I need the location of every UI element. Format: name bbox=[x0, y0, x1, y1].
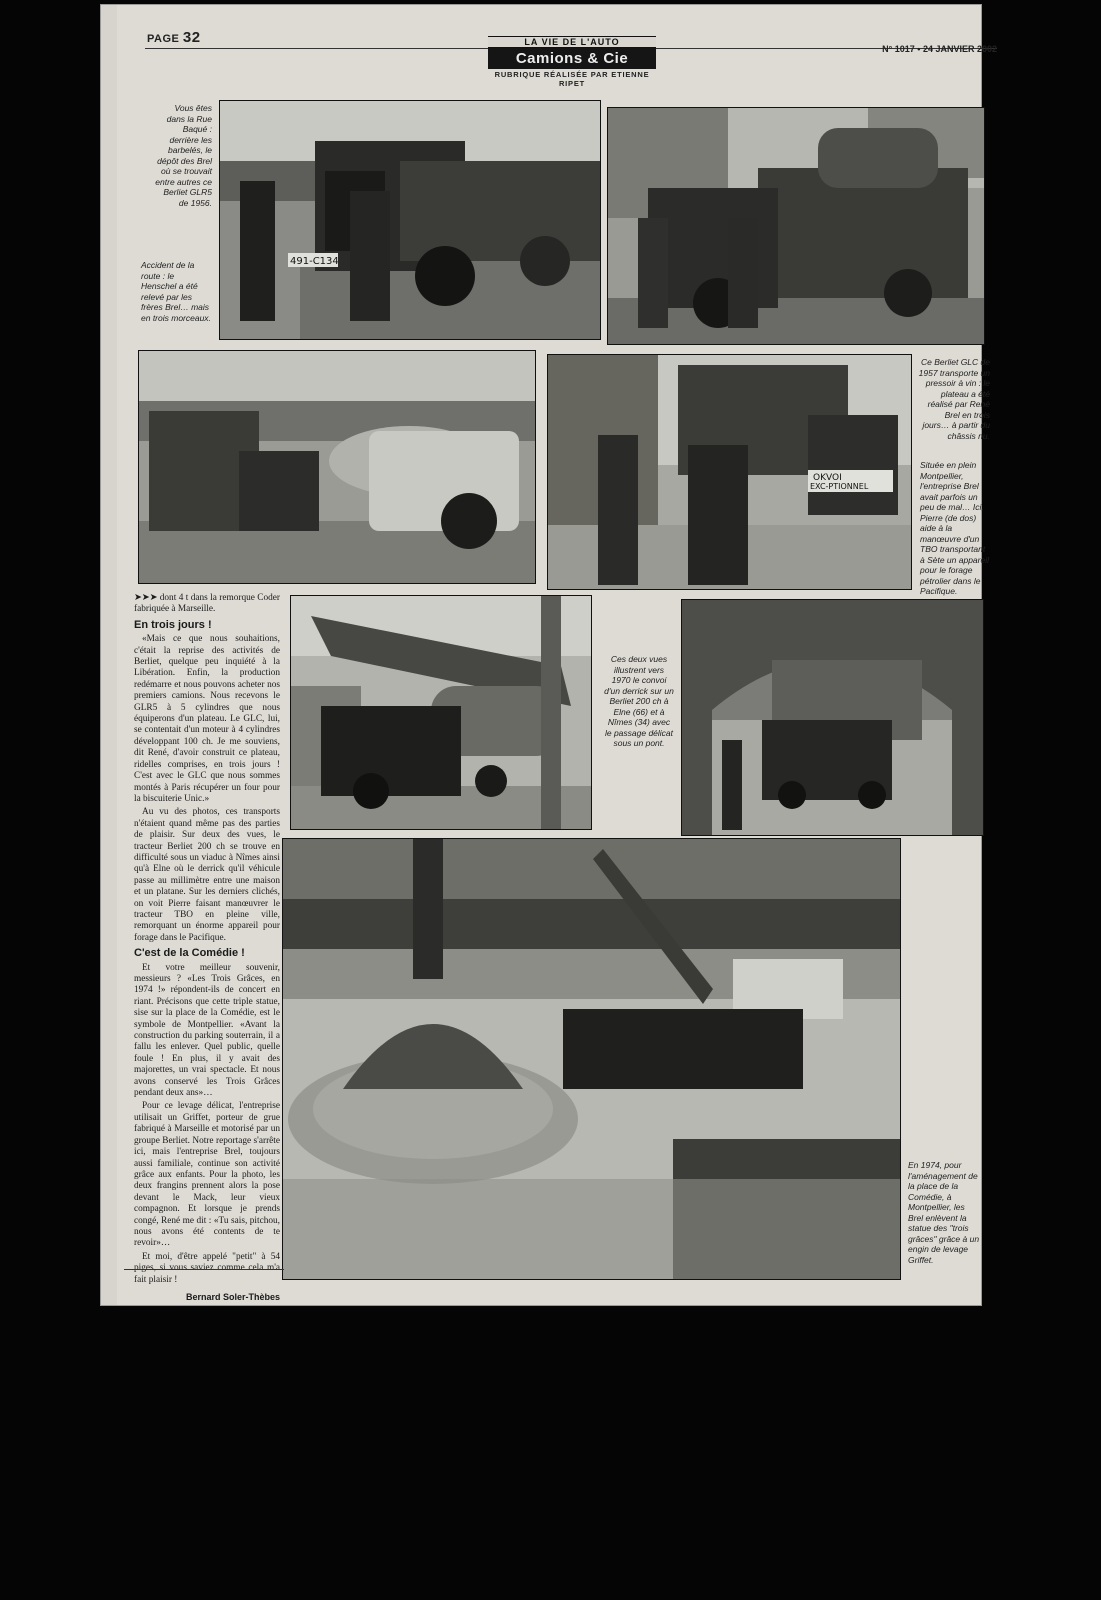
page-number bbox=[147, 29, 201, 46]
article-paragraph-4: Pour ce levage délicat, l'entreprise utilisait un Griffet, porteur de grue fabriqué à Marseille et motorisé par un groupe Berliet. Notre reportage s'arrête ici, mais l'entreprise Brel, toujours aussi familiale, continue son activité grâce aux enfants. Pour la photo, les deux frangins prennent alors la pose devant le Mack, leur vieux compagnon. Et lorsque je prends congé, René me dit : «Tu sais, pitchou, nous avons été contents de te revoir»… bbox=[134, 1101, 280, 1249]
caption-rue-baque: Vous êtes dans la Rue Baqué : derrière les barbelés, le dépôt des Brel où se trouvait entre autres ce Berliet GLR5 de 1956. bbox=[155, 103, 212, 208]
article-heading-2: C'est de la Comédie ! bbox=[134, 947, 245, 960]
photo-derrick-nimes-bridge bbox=[681, 599, 984, 836]
photo-accident-henschel bbox=[138, 350, 536, 584]
photo-montpellier-tbo bbox=[547, 354, 912, 590]
article-paragraph-2: Au vu des photos, ces transports n'étaient quand même pas des parties de plaisir. Sur deux des vues, le tracteur Berliet 200 ch se trouve en difficulté sous un viaduc à Nîmes ainsi qu'à Elne où le derrick qu'il véhicule passe au millimètre entre une maison et un platane. Sur les derniers clichés, on voit Pierre faisant manœuvrer le tracteur TBO en pleine ville, remorquant un énorme appareil pour forage dans le Pacifique. bbox=[134, 807, 280, 943]
article-heading-1: En trois jours ! bbox=[134, 618, 212, 631]
rubric-credit: RUBRIQUE RÉALISÉE PAR ETIENNE RIPET bbox=[494, 70, 650, 88]
photo-plate-3: EXC-PTIONNEL bbox=[810, 482, 869, 491]
caption-derrick: Ces deux vues illustrent vers 1970 le convoi d'un derrick sur un Berliet 200 ch à Elne (66) et à Nîmes (34) avec le passage délicat sous un pont. bbox=[604, 654, 674, 748]
caption-berliet-glc: Ce Berliet GLC de 1957 transporte un pressoir à vin : le plateau a été réalisé par René Brel en trois jours… à partir du châssis nu. bbox=[918, 357, 990, 441]
page-number-value: 32 bbox=[182, 29, 201, 46]
bottom-rule bbox=[124, 1269, 284, 1270]
rubric-block bbox=[488, 36, 656, 88]
photo-place-comedie bbox=[282, 838, 901, 1280]
caption-comedie: En 1974, pour l'aménagement de la place de la Comédie, à Montpellier, les Brel enlèvent la statue des "trois grâces" grâce à un engin de levage Griffet. bbox=[908, 1160, 980, 1265]
article-signature: Bernard Soler-Thèbes bbox=[185, 1291, 280, 1302]
article-paragraph-3: Et votre meilleur souvenir, messieurs ? «Les Trois Grâces, en 1974 !» répondent-ils de concert en riant. Précisons que cette triple statue, sise sur la place de la Comédie, est le symbole de Montpellier. «Avant la construction du parking souterrain, il a fallu les enlever. Quel public, quelle foule ! En plus, il y avait des majorettes, un vrai spectacle. Et nous avons conservé les Trois Grâces pendant deux ans»… bbox=[134, 962, 280, 1099]
photo-plate-2: OKVOI bbox=[813, 473, 842, 483]
article-paragraph-1: «Mais ce que nous souhaitions, c'était la reprise des activités de Berliet, quelque peu inquiété à la Libération. Enfin, la production redémarre et nous pouvons acheter nos premiers camions. Nous recevons le GLR5 à 5 cylindres que nous équiperons d'un plateau. Le GLC, lui, se contentait d'un moteur à 4 cylindres développant 100 ch. Je me souviens, dit René, d'avoir construit ce plateau, ridelles comprises, en trois jours ! C'est avec le GLC que nous sommes montés à Paris récupérer un four pour la biscuiterie Unic.» bbox=[134, 634, 280, 804]
issue-date: N° 1017 • 24 JANVIER 2002 bbox=[882, 44, 997, 54]
article-lead: ➤➤➤ dont 4 t dans la remorque Coder fabriquée à Marseille. bbox=[134, 593, 280, 615]
photo-derrick-elne bbox=[290, 595, 592, 830]
article-body bbox=[134, 593, 280, 1303]
caption-montpellier: Située en plein Montpellier, l'entreprise Brel avait parfois un peu de mal… Ici, Pierre (de dos) aide à la manœuvre d'un TBO transportant à Sète un appareil pour le forage pétrolier dans le Pacifique. bbox=[920, 460, 989, 596]
caption-accident: Accident de la route : le Henschel a été relevé par les frères Brel… mais en trois morceaux. bbox=[141, 260, 211, 323]
photo-plate-1: 491-C134 bbox=[290, 256, 339, 267]
page-label: PAGE bbox=[147, 33, 180, 45]
rubric-kicker: LA VIE DE L'AUTO bbox=[488, 36, 656, 48]
article-paragraph-5: Et moi, d'être appelé "petit" à 54 fait plaisir ! bbox=[134, 1251, 280, 1285]
photo-berliet-glr5 bbox=[219, 100, 601, 340]
photo-berliet-glc bbox=[607, 107, 985, 345]
rubric-title: Camions & Cie bbox=[488, 48, 656, 69]
